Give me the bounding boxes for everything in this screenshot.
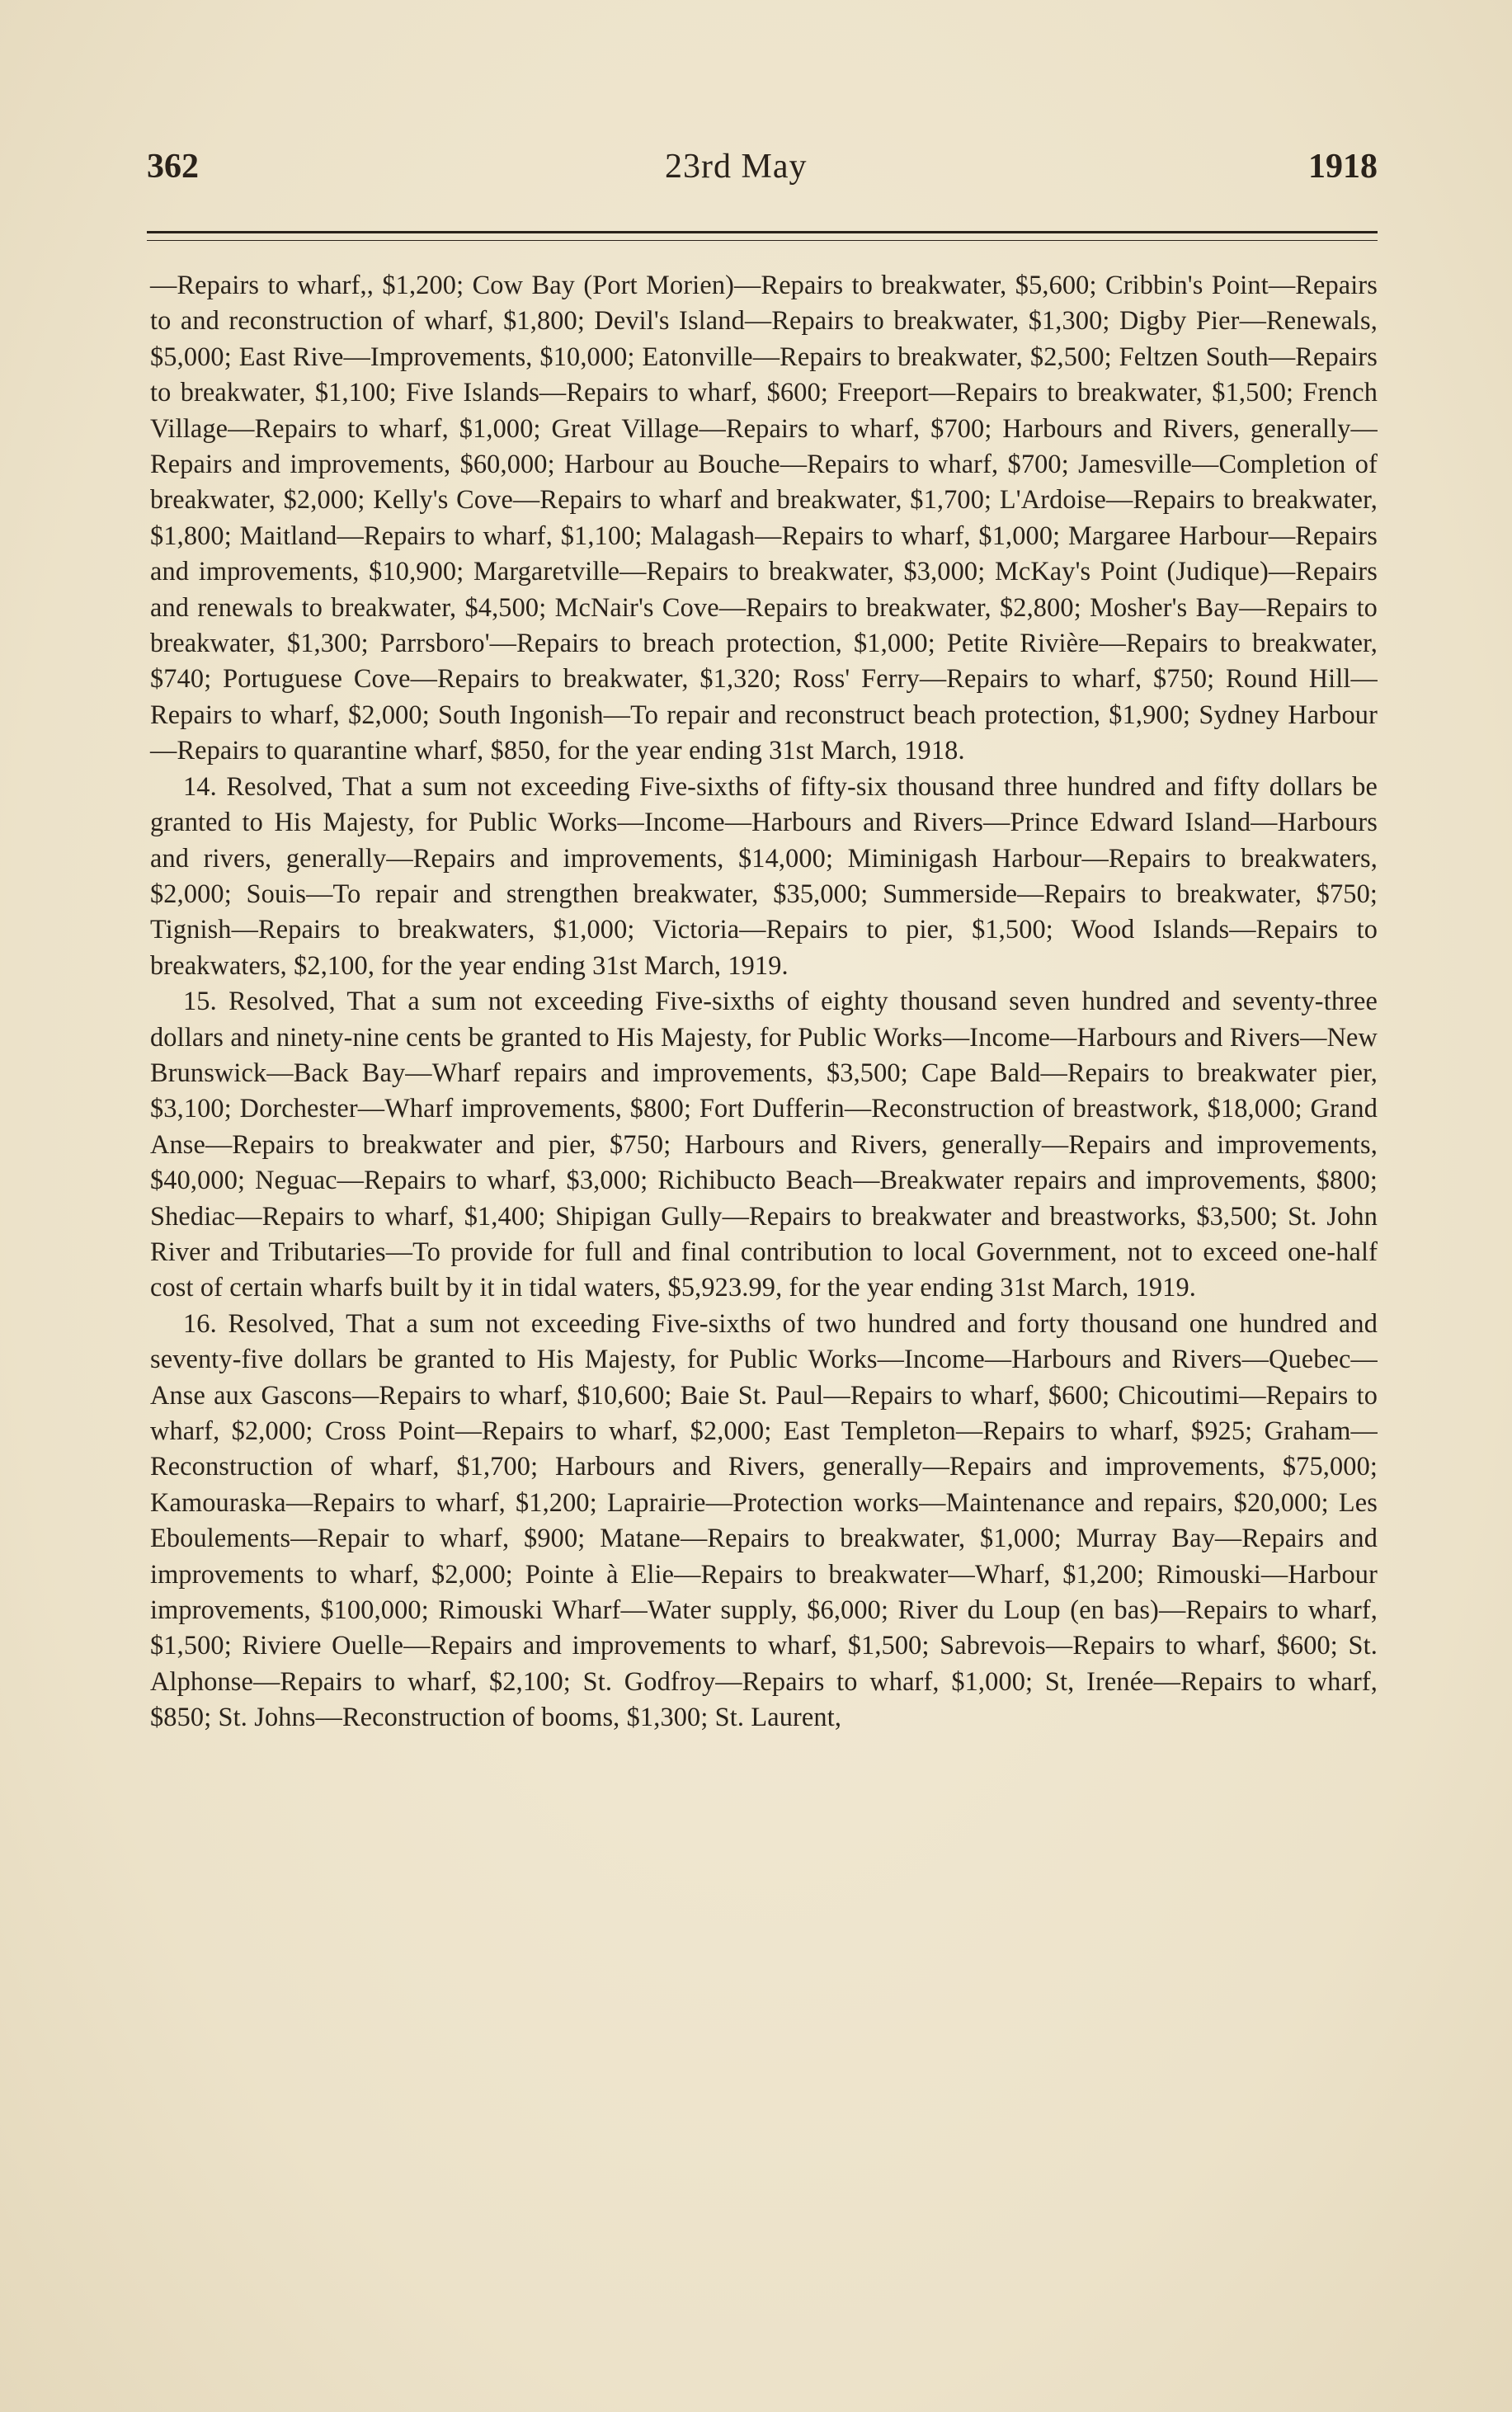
page-header	[147, 147, 1378, 196]
header-rule-thick	[147, 231, 1378, 233]
header-year: 1918	[1308, 148, 1378, 186]
header-rule-thin	[147, 240, 1378, 241]
paragraph-continuation: —Repairs to wharf,, $1,200; Cow Bay (Port Morien)—Repairs to breakwater, $5,600; Cribbin's Point—Repairs to and reconstruction of wharf, $1,800; Devil's Island—Repairs to breakwater, $1,300; Digby Pier—Renewals, $5,000; East Rive—Improvements, $10,000; Eatonville—Repairs to breakwater, $2,500; Feltzen South—Repairs to breakwater, $1,100; Five Islands—Repairs to wharf, $600; Freeport—Repairs to breakwater, $1,500; French Village—Repairs to wharf, $1,000; Great Village—Repairs to wharf, $700; Harbours and Rivers, generally—Repairs and improvements, $60,000; Harbour au Bouche—Repairs to wharf, $700; Jamesville—Completion of breakwater, $2,000; Kelly's Cove—Repairs to wharf and breakwater, $1,700; L'Ardoise—Repairs to breakwater, $1,800; Maitland—Repairs to wharf, $1,100; Malagash—Repairs to wharf, $1,000; Margaree Harbour—Repairs and improvements, $10,900; Margaretville—Repairs to breakwater, $3,000; McKay's Point (Judique)—Repairs and renewals to breakwater, $4,500; McNair's Cove—Repairs to breakwater, $2,800; Mosher's Bay—Repairs to breakwater, $1,300; Parrsboro'—Repairs to breach protection, $1,000; Petite Rivière—Repairs to breakwater, $740; Portuguese Cove—Repairs to breakwater, $1,320; Ross' Ferry—Repairs to wharf, $750; Round Hill—Repairs to wharf, $2,000; South Ingonish—To repair and reconstruct beach protection, $1,900; Sydney Harbour—Repairs to quarantine wharf, $850, for the year ending 31st March, 1918.	[150, 270, 1378, 766]
paragraph-resolution-16: 16. Resolved, That a sum not exceeding Five-sixths of two hundred and forty thousand one hundred and seventy-five dollars be granted to His Majesty, for Public Works—Income—Harbours and Rivers—Quebec—Anse aux Gascons—Repairs to wharf, $10,600; Baie St. Paul—Repairs to wharf, $600; Chicoutimi—Repairs to wharf, $2,000; Cross Point—Repairs to wharf, $2,000; East Templeton—Repairs to wharf, $925; Graham—Reconstruction of wharf, $1,700; Harbours and Rivers, generally—Repairs and improvements, $75,000; Kamouraska—Repairs to wharf, $1,200; Laprairie—Protection works—Maintenance and repairs, $20,000; Les Eboulements—Repair to wharf, $900; Matane—Repairs to breakwater, $1,000; Murray Bay—Repairs and improvements to wharf, $2,000; Pointe à Elie—Repairs to breakwater—Wharf, $1,200; Rimouski—Harbour improvements, $100,000; Rimouski Wharf—Water supply, $6,000; River du Loup (en bas)—Repairs to wharf, $1,500; Riviere Ouelle—Repairs and improvements to wharf, $1,500; Sabrevois—Repairs to wharf, $600; St. Alphonse—Repairs to wharf, $2,100; St. Godfroy—Repairs to wharf, $1,000; St, Irenée—Repairs to wharf, $850; St. Johns—Reconstruction of booms, $1,300; St. Laurent,	[150, 1307, 1378, 1732]
paragraph-resolution-15: 15. Resolved, That a sum not exceeding Five-sixths of eighty thousand seven hundred and seventy-three dollars and ninety-nine cents be granted to His Majesty, for Public Works—Income—Harbours and Rivers—New Brunswick—Back Bay—Wharf repairs and improvements, $3,500; Cape Bald—Repairs to breakwater pier, $3,100; Dorchester—Wharf improvements, $800; Fort Dufferin—Reconstruction of breastwork, $18,000; Grand Anse—Repairs to breakwater and pier, $750; Harbours and Rivers, generally—Repairs and improvements, $40,000; Neguac—Repairs to wharf, $3,000; Richibucto Beach—Breakwater repairs and improvements, $800; Shediac—Repairs to wharf, $1,400; Shipigan Gully—Repairs to breakwater and breastworks, $3,500; St. John River and Tributaries—To provide for full and final contribution to local Government, not to exceed one-half cost of certain wharfs built by it in tidal waters, $5,923.99, for the year ending 31st March, 1919.	[150, 986, 1378, 1303]
page-number: 362	[147, 148, 199, 186]
header-date: 23rd May	[665, 148, 808, 186]
body-text	[150, 267, 1378, 1736]
paragraph-resolution-14: 14. Resolved, That a sum not exceeding Five-sixths of fifty-six thousand three hundred and fifty dollars be granted to His Majesty, for Public Works—Income—Harbours and Rivers—Prince Edward Island—Harbours and rivers, generally—Repairs and improvements, $14,000; Miminigash Harbour—Repairs to breakwaters, $2,000; Souis—To repair and strengthen breakwater, $35,000; Summerside—Repairs to breakwater, $750; Tignish—Repairs to breakwaters, $1,000; Victoria—Repairs to pier, $1,500; Wood Islands—Repairs to breakwaters, $2,100, for the year ending 31st March, 1919.	[150, 770, 1378, 980]
